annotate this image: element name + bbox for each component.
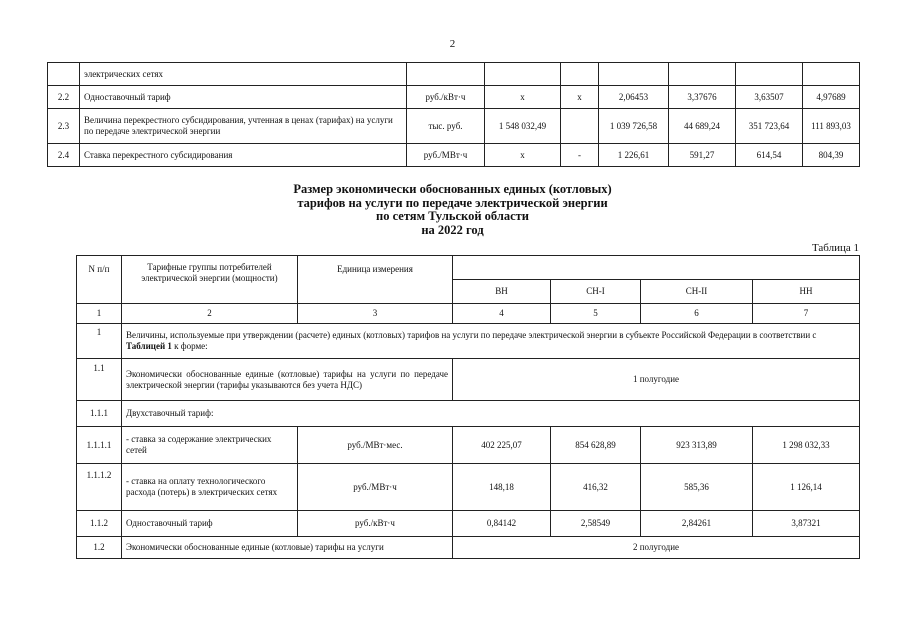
row-value: х [485,86,561,109]
row-value-sn2: 2,84261 [641,511,753,537]
row-value-vn: 148,18 [453,464,551,511]
row-name: Двухставочный тариф: [122,401,860,427]
row-name: Одноставочный тариф [122,511,298,537]
row-value: 111 893,03 [803,109,860,144]
heading-line: тарифов на услуги по передаче электрической энергии [297,195,608,210]
row-name: - ставка на оплату технологического расхода (потерь) в электрических сетях [122,464,298,511]
row-value-nn: 1 298 032,33 [753,427,860,464]
table-row [77,427,860,464]
page-number: 2 [449,38,456,50]
row-number: 1.1 [77,359,122,401]
column-number-row [77,304,860,324]
header-row [77,256,860,280]
row-number [48,63,80,86]
row-value: х [561,86,599,109]
table-row [48,109,860,144]
header-sn2: СН-II [641,280,753,304]
row-name: электрических сетях [80,63,407,86]
period-label: 1 полугодие [453,359,860,401]
table-row [77,537,860,559]
row-name: - ставка за содержание электрических сетей [122,427,298,464]
row-number: 1.1.1.2 [77,464,122,511]
row-unit [407,63,485,86]
column-number: 2 [122,304,298,324]
row-value [803,63,860,86]
row-number: 1 [77,324,122,359]
row-value: 1 226,61 [599,144,669,167]
table-row [77,324,860,359]
row-value: 2,06453 [599,86,669,109]
row-unit: руб./МВт·ч [407,144,485,167]
table-reference: Таблицей 1 [126,341,172,351]
row-value [669,63,736,86]
row-unit: тыс. руб. [407,109,485,144]
row-number: 1.2 [77,537,122,559]
row-unit: руб./кВт·ч [407,86,485,109]
table-row [48,63,860,86]
row-value [561,63,599,86]
row-value-nn: 1 126,14 [753,464,860,511]
row-value-sn1: 2,58549 [551,511,641,537]
column-number: 1 [77,304,122,324]
section-text-end: к форме: [171,341,208,351]
row-value-vn: 402 225,07 [453,427,551,464]
row-number: 2.3 [48,109,80,144]
table-row [77,401,860,427]
heading-line: на 2022 год [421,222,484,237]
table-row [48,144,860,167]
row-value: 804,39 [803,144,860,167]
row-name: Одноставочный тариф [80,86,407,109]
row-value [599,63,669,86]
header-sn1: СН-I [551,280,641,304]
row-value: 1 039 726,58 [599,109,669,144]
column-number: 6 [641,304,753,324]
table-row [77,359,860,401]
row-value-vn: 0,84142 [453,511,551,537]
row-value: 1 548 032,49 [485,109,561,144]
row-value: 4,97689 [803,86,860,109]
header-num: N п/п [77,256,122,304]
row-value [736,63,803,86]
header-groups: Тарифные группы потребителей электрической энергии (мощности) [122,256,298,304]
row-value: 351 723,64 [736,109,803,144]
table-row [77,464,860,511]
header-vn: ВН [453,280,551,304]
row-value: 44 689,24 [669,109,736,144]
row-value-nn: 3,87321 [753,511,860,537]
column-number: 4 [453,304,551,324]
table-row [77,511,860,537]
row-number: 1.1.1 [77,401,122,427]
row-name: Ставка перекрестного субсидирования [80,144,407,167]
header-nn: НН [753,280,860,304]
row-number: 2.4 [48,144,80,167]
heading-line: Размер экономически обоснованных единых (котловых) [293,182,612,196]
row-unit: руб./МВт·мес. [298,427,453,464]
row-value-sn1: 416,32 [551,464,641,511]
section-heading [0,183,905,237]
row-value-sn1: 854 628,89 [551,427,641,464]
section-text [122,324,860,359]
row-name: Экономически обоснованные единые (котловые) тарифы на услуги по передаче электрической энергии (тарифы указываются без учета НДС) [122,359,453,401]
table-label: Таблица 1 [811,242,859,254]
row-value: - [561,144,599,167]
top-table [47,62,860,167]
row-number: 1.1.1.1 [77,427,122,464]
row-value-sn2: 585,36 [641,464,753,511]
tariff-table [76,255,860,559]
column-number: 5 [551,304,641,324]
row-name: Экономически обоснованные единые (котловые) тарифы на услуги [122,537,453,559]
row-number: 1.1.2 [77,511,122,537]
column-number: 7 [753,304,860,324]
row-value [485,63,561,86]
column-number: 3 [298,304,453,324]
row-value [561,109,599,144]
row-unit: руб./кВт·ч [298,511,453,537]
header-unit: Единица измерения [298,256,453,304]
row-value: 591,27 [669,144,736,167]
period-label: 2 полугодие [453,537,860,559]
row-value: х [485,144,561,167]
section-text-start: Величины, используемые при утверждении (расчете) единых (котловых) тарифов на услуги по передаче электрической энергии в субъекте Российской Федерации в соответствии с [126,330,817,340]
row-value: 614,54 [736,144,803,167]
table-row [48,86,860,109]
row-value-sn2: 923 313,89 [641,427,753,464]
row-number: 2.2 [48,86,80,109]
row-name: Величина перекрестного субсидирования, учтенная в ценах (тарифах) на услуги по передаче электрической энергии [80,109,407,144]
header-voltage-span [453,256,860,280]
row-value: 3,63507 [736,86,803,109]
row-value: 3,37676 [669,86,736,109]
row-unit: руб./МВт·ч [298,464,453,511]
heading-line: по сетям Тульской области [376,209,529,223]
